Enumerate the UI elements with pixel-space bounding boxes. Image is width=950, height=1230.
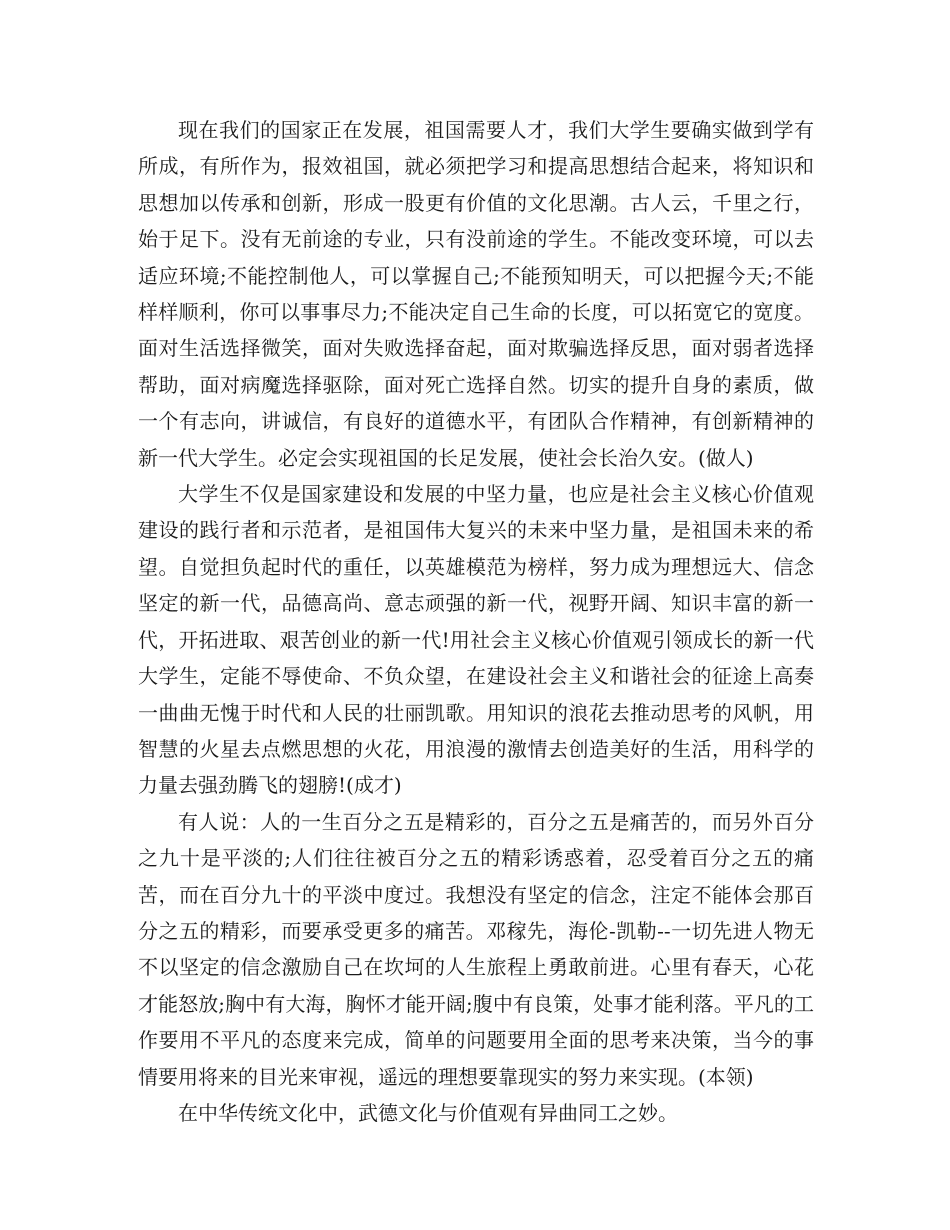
document-page [138,112,814,1131]
paragraph-4: 在中华传统文化中，武德文化与价值观有异曲同工之妙。 [178,1100,678,1125]
paragraph-2: 大学生不仅是国家建设和发展的中坚力量，也应是社会主义核心价值观建设的践行者和示范者，是祖国伟大复兴的未来中坚力量，是祖国未来的希望。自觉担负起时代的重任，以英雄模范为榜样，努力成为理想远大、信念坚定的新一代，品德高尚、意志顽强的新一代，视野开阔、知识丰富的新一代，开拓进取、艰苦创业的新一代!用社会主义核心价值观引领成长的新一代大学生，定能不辱使命、不负众望，在建设社会主义和谐社会的征途上高奏一曲曲无愧于时代和人民的壮丽凯歌。用知识的浪花去推动思考的风帆，用智慧的火星去点燃思想的火花，用浪漫的激情去创造美好的生活，用科学的力量去强劲腾飞的翅膀!(成才) [138,482,814,798]
paragraph-1: 现在我们的国家正在发展，祖国需要人才，我们大学生要确实做到学有所成，有所作为，报效祖国，就必须把学习和提高思想结合起来，将知识和思想加以传承和创新，形成一股更有价值的文化思潮。古人云，千里之行，始于足下。没有无前途的专业，只有没前途的学生。不能改变环境，可以去适应环境;不能控制他人，可以掌握自己;不能预知明天，可以把握今天;不能样样顺利，你可以事事尽力;不能决定自己生命的长度，可以拓宽它的宽度。面对生活选择微笑，面对失败选择奋起，面对欺骗选择反思，面对弱者选择帮助，面对病魔选择驱除，面对死亡选择自然。切实的提升自身的素质，做一个有志向，讲诚信，有良好的道德水平，有团队合作精神，有创新精神的新一代大学生。必定会实现祖国的长足发展，使社会长治久安。(做人) [138,118,814,470]
paragraph-3: 有人说：人的一生百分之五是精彩的，百分之五是痛苦的，而另外百分之九十是平淡的;人们往往被百分之五的精彩诱惑着，忍受着百分之五的痛苦，而在百分九十的平淡中度过。我想没有坚定的信念，注定不能体会那百分之五的精彩，而要承受更多的痛苦。邓稼先，海伦-凯勒--一切先进人物无不以坚定的信念激励自己在坎坷的人生旅程上勇敢前进。心里有春天，心花才能怒放;胸中有大海，胸怀才能开阔;腹中有良策，处事才能利落。平凡的工作要用不平凡的态度来完成，简单的问题要用全面的思考来决策，当今的事情要用将来的目光来审视，遥远的理想要靠现实的努力来实现。(本领) [138,809,814,1089]
